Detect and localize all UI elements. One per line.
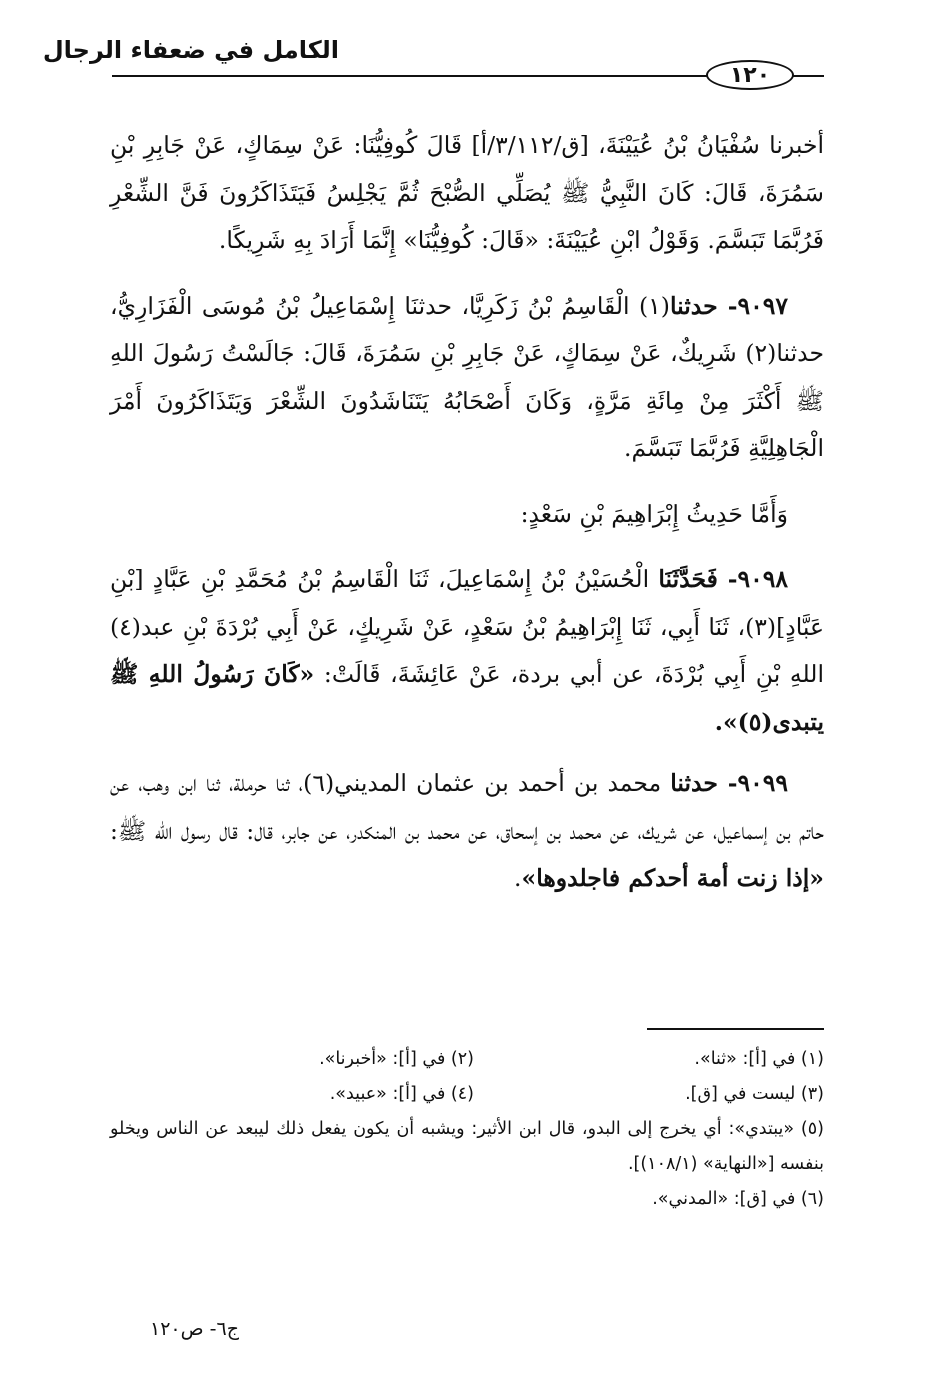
paragraph-9097	[110, 283, 824, 473]
hadith-text-9099: محمد بن أحمد بن عثمان المديني(٦)، ثنا حرملة، ثنا ابن وهب، عن حاتم بن إسماعيل، عن شريك، عن محمد بن إسحاق، عن محمد بن المنكدر، عن جابر، قال: قال رسول الله ﷺ:	[110, 769, 824, 845]
hadith-number-9098: ٩٠٩٨- فَحَدَّثَنَا	[658, 565, 788, 593]
footnote-4: (٤) في [أ]: «عبيد».	[329, 1084, 474, 1104]
hadith-text-9097: (١) الْقَاسِمُ بْنُ زَكَرِيَّا، حدثنَا إِسْمَاعِيلُ بْنُ مُوسَى الْفَزَارِيُّ، حدثنا(٢) شَرِيكٌ، عَنْ سِمَاكٍ، عَنْ جَابِرِ بْنِ سَمُرَةَ، قَالَ: جَالَسْتُ رَسُولَ اللهِ ﷺ أَكْثَرَ مِنْ مِائَةِ مَرَّةٍ، وَكَانَ أَصْحَابُهُ يَتَنَاشَدُونَ الشِّعْرَ وَيَتَذَاكَرُونَ أَمْرَ الْجَاهِلِيَّةِ فَرُبَّمَا تَبَسَّمَ.	[110, 291, 824, 462]
paragraph-section-intro: وَأَمَّا حَدِيثُ إِبْرَاهِيمَ بْنِ سَعْدٍ:	[520, 499, 788, 528]
footnote-3: (٣) ليست في [ق].	[685, 1084, 824, 1104]
footnote-5: (٥) «يبتدي»: أي يخرج إلى البدو، قال ابن الأثير: ويشبه أن يكون يفعل ذلك ليبعد عن الناس ويخلو بنفسه [«النهاية» (١٠٨/١)].	[110, 1119, 824, 1174]
running-title: الكامل في ضعفاء الرجال	[42, 36, 339, 64]
footnote-6: (٦) في [ق]: «المدني».	[652, 1189, 824, 1209]
footnotes	[110, 1042, 824, 1217]
footnote-1: (١) في [أ]: «ثنا».	[694, 1049, 824, 1069]
volume-page-reference: ج٦- ص١٢٠	[150, 1318, 239, 1340]
hadith-quote-9099: «إذا زنت أمة أحدكم فاجلدوها»	[521, 864, 824, 892]
hadith-end-9099: .	[514, 864, 522, 892]
hadith-quote-9098: «كَانَ رَسُولُ اللهِ ﷺ يتبدى(٥)».	[110, 660, 824, 736]
paragraph-9098	[110, 556, 824, 746]
paragraph-1: أخبرنا سُفْيَانُ بْنُ عُيَيْنَةَ، [ق/٣/١١٢/أ] قَالَ كُوفِيُّنَا: عَنْ سِمَاكٍ، عَنْ جَابِرِ بْنِ سَمُرَةَ، قَالَ: كَانَ النَّبِيُّ ﷺ يُصَلِّي الصُّبْحَ ثُمَّ يَجْلِسُ فَيَتَذَاكَرُونَ فَنَّ الشِّعْرِ فَرُبَّمَا تَبَسَّمَ. وَقَوْلُ ابْنِ عُيَيْنَةَ: «قَالَ: كُوفِيُّنَا» إِنَّمَا أَرَادَ بِهِ شَرِيكًا.	[110, 131, 824, 254]
footnote-2: (٢) في [أ]: «أخبرنا».	[319, 1049, 474, 1069]
footnote-rule	[647, 1028, 824, 1030]
footnote-row	[110, 1077, 824, 1112]
hadith-text-9098: الْحُسَيْنُ بْنُ إِسْمَاعِيلَ، ثَنَا الْقَاسِمُ بْنُ مُحَمَّدِ بْنِ عَبَّادٍ [بْنِ عَبَّادٍ](٣)، ثَنَا أَبِي، ثَنَا إِبْرَاهِيمُ بْنُ سَعْدٍ، عَنْ شَرِيكٍ، عَنْ أَبِي بُرْدَةَ بْنِ عبد(٤) اللهِ بْنِ أَبِي بُرْدَةَ، عن أبي بردة، عَنْ عَائِشَةَ، قَالَتْ:	[110, 565, 824, 688]
body-text	[110, 122, 824, 903]
footnote-row	[110, 1042, 824, 1077]
hadith-number-9099: ٩٠٩٩- حدثنا	[670, 769, 788, 797]
hadith-number-9097: ٩٠٩٧- حدثنا	[669, 291, 789, 320]
paragraph-9099	[110, 760, 824, 903]
page-number: ١٢٠	[706, 60, 794, 90]
